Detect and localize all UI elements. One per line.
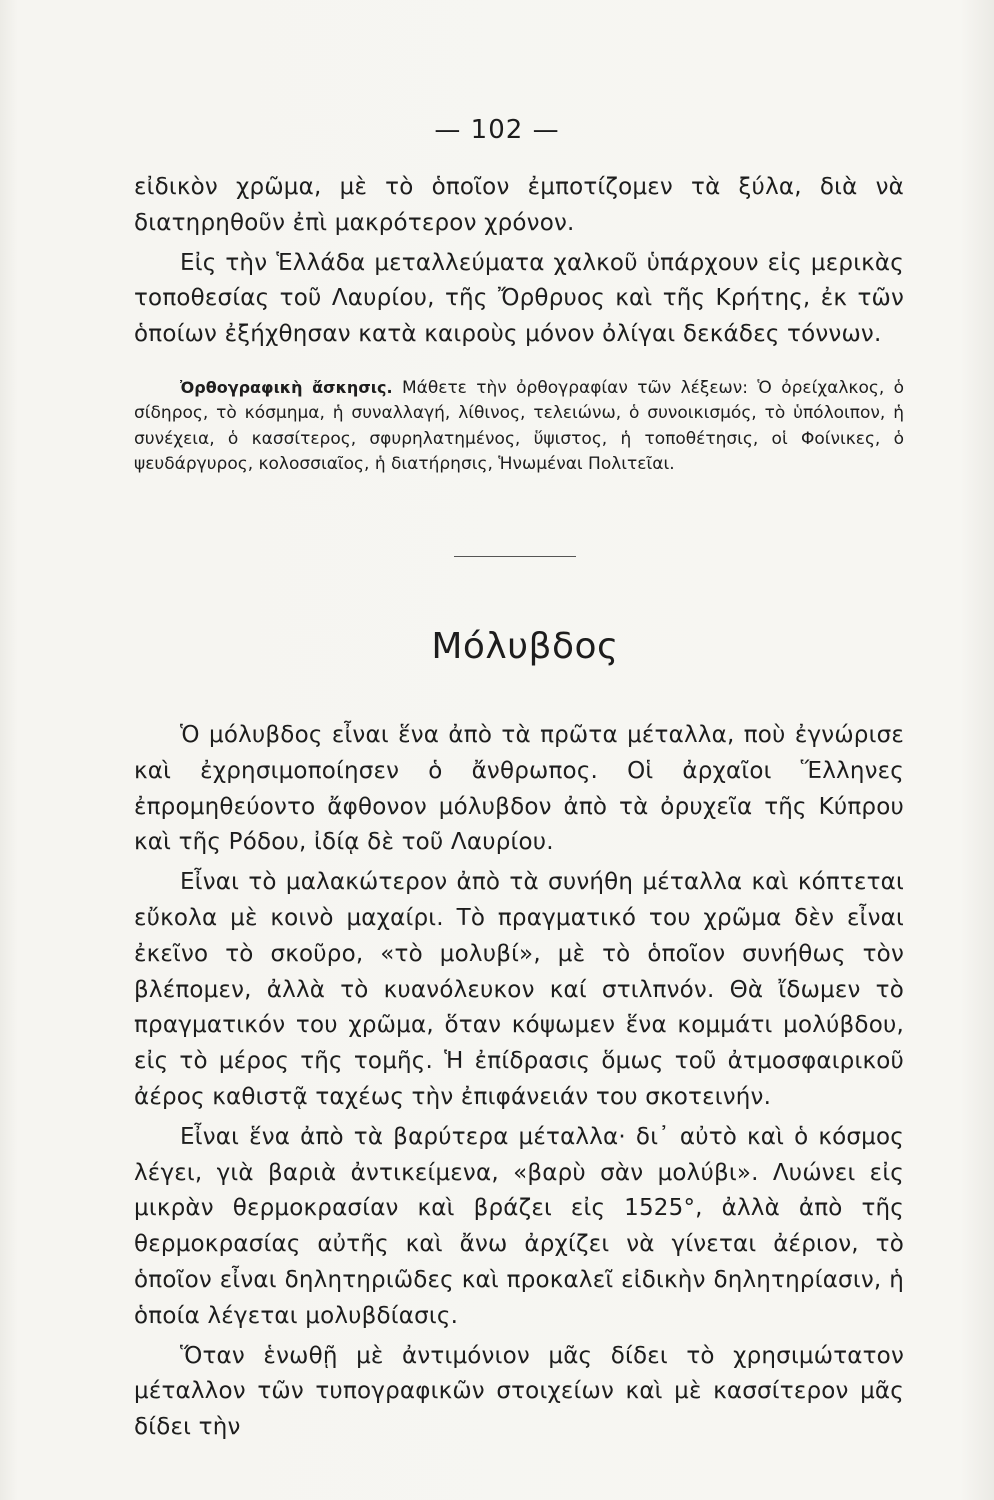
page-number: — 102 —	[434, 115, 560, 145]
section-title: Μόλυβδος	[431, 626, 619, 667]
paragraph-continuation: εἰδικὸν χρῶμα, μὲ τὸ ὁποῖον ἐμποτίζομεν τὰ ξύλα, διὰ νὰ διατηρηθοῦν ἐπὶ μακρότερον χρόνον.	[134, 174, 904, 236]
paragraph-lead-weight: Εἶναι ἕνα ἀπὸ τὰ βαρύτερα μέταλλα· δι᾽ αὐτὸ καὶ ὁ κόσμος λέγει, γιὰ βαριὰ ἀντικείμενα, «βαρὺ σὰν μολύβι». Λυώνει εἰς μικρὰν θερμοκρασίαν καὶ βράζει εἰς 1525°, ἀλλὰ ἀπὸ τῆς θερμοκρασίας αὐτῆς καὶ ἄνω ἀρχίζει νὰ γίνεται ἀέριον, τὸ ὁποῖον εἶναι δηλητηριῶδες καὶ προκαλεῖ εἰδικὴν δηλητηρίασιν, ἡ ὁποία λέγεται μολυβδίασις.	[134, 1123, 904, 1329]
intro-text	[134, 170, 904, 353]
section-body	[134, 718, 904, 1446]
exercise-paragraph	[134, 375, 904, 478]
paragraph-lead-properties: Εἶναι τὸ μαλακώτερον ἀπὸ τὰ συνήθη μέταλλα καὶ κόπτεται εὔκολα μὲ κοινὸ μαχαίρι. Τὸ πραγματικό του χρῶμα δὲν εἶναι ἐκεῖνο τὸ σκοῦρο, «τὸ μολυβί», μὲ τὸ ὁποῖον συνήθως τὸν βλέπομεν, ἀλλὰ τὸ κυανόλευκον καί στιλπνόν. Θὰ ἴδωμεν τὸ πραγματικόν του χρῶμα, ὅταν κόψωμεν ἕνα κομμάτι μολύβδου, εἰς τὸ μέρος τῆς τομῆς. Ἡ ἐπίδρασις ὅμως τοῦ ἀτμοσφαιρικοῦ ἀέρος καθιστᾷ ταχέως τὴν ἐπιφάνειάν του σκοτεινήν.	[134, 869, 904, 1110]
paragraph-copper-greece: Εἰς τὴν Ἑλλάδα μεταλλεύματα χαλκοῦ ὑπάρχουν εἰς μερικὰς τοποθεσίας τοῦ Λαυρίου, τῆς Ὄρθρυος καὶ τῆς Κρήτης, ἐκ τῶν ὁποίων ἐξήχθησαν κατὰ καιροὺς μόνον ὀλίγαι δεκάδες τόννων.	[134, 249, 904, 348]
exercise-label: Ὀρθογραφικὴ ἄσκησις.	[180, 378, 393, 397]
section-divider	[454, 556, 576, 557]
paragraph-lead-history: Ὁ μόλυβδος εἶναι ἕνα ἀπὸ τὰ πρῶτα μέταλλα, ποὺ ἐγνώρισε καὶ ἐχρησιμοποίησεν ὁ ἄνθρωπος. Οἱ ἀρχαῖοι Ἕλληνες ἐπρομηθεύοντο ἄφθονον μόλυβδον ἀπὸ τὰ ὀρυχεῖα τῆς Κύπρου καὶ τῆς Ρόδου, ἰδίᾳ δὲ τοῦ Λαυρίου.	[134, 722, 904, 856]
spelling-exercise	[134, 375, 904, 478]
exercise-text: Μάθετε τὴν ὀρθογραφίαν τῶν λέξεων: Ὁ ὀρείχαλκος, ὁ σίδηρος, τὸ κόσμημα, ἡ συναλλαγή, λίθινος, τελειώνω, ὁ συνοικισμός, τὸ ὑπόλοιπον, ἡ συνέχεια, ὁ κασσίτερος, σφυρηλατημένος, ὕψιστος, ἡ τοποθέτησις, οἱ Φοίνικες, ὁ ψευδάργυρος, κολοσσιαῖος, ἡ διατήρησις, Ἡνωμέναι Πολιτεῖαι.	[134, 378, 905, 475]
paragraph-lead-alloys: Ὅταν ἑνωθῇ μὲ ἀντιμόνιον μᾶς δίδει τὸ χρησιμώτατον μέταλλον τῶν τυπογραφικῶν στοιχείων καὶ μὲ κασσίτερον μᾶς δίδει τὴν	[134, 1342, 904, 1441]
